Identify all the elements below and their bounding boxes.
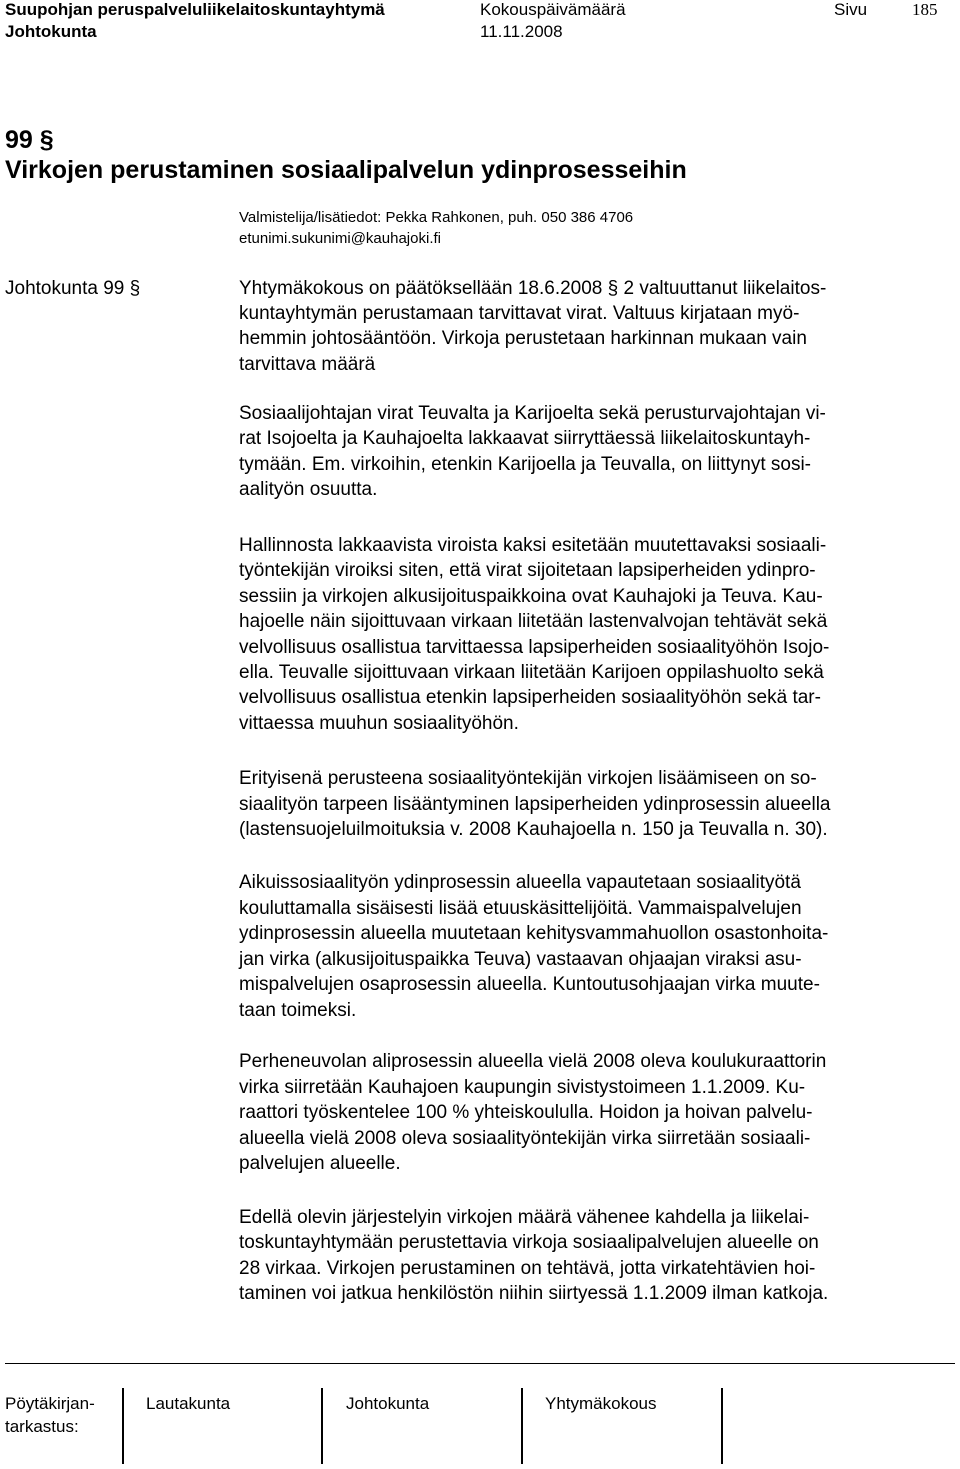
paragraph-line: palvelujen alueelle. — [239, 1153, 401, 1174]
paragraph-line: ydinprosessin alueella muutetaan kehitysvammahuollon osastonhoita- — [239, 923, 829, 944]
preparer-line1: Valmistelija/lisätiedot: Pekka Rahkonen, puh. 050 386 4706 — [239, 209, 634, 226]
footer-col-yhtymakokous: Yhtymäkokous — [545, 1394, 657, 1413]
paragraph-line: vittaessa muuhun sosiaalityöhön. — [239, 713, 519, 734]
paragraph-line: kuntayhtymän perustamaan tarvittavat virat. Valtuus kirjataan myö- — [239, 303, 800, 324]
paragraph-line: Aikuissosiaalityön ydinprosessin alueella vapautetaan sosiaalityötä — [239, 872, 801, 893]
paragraph-line: Edellä olevin järjestelyin virkojen määrä vähenee kahdella ja liikelai- — [239, 1207, 810, 1228]
paragraph-line: Sosiaalijohtajan virat Teuvalta ja Karijoelta sekä perusturvajohtajan vi- — [239, 403, 826, 424]
footer-divider — [5, 1363, 955, 1364]
paragraph-line: aalityön osuutta. — [239, 479, 378, 500]
paragraph-line: siaalityön tarpeen lisääntyminen lapsiperheiden ydinprosessin alueella — [239, 794, 831, 815]
paragraph-line: työntekijän viroiksi siten, että virat sijoitetaan lapsiperheiden ydinpro- — [239, 560, 816, 581]
paragraph-line: sessiin ja virkojen alkusijoituspaikkoina ovat Kauhajoki ja Teuva. Kau- — [239, 586, 823, 607]
header-date: 11.11.2008 — [480, 22, 563, 41]
paragraph-line: raattori työskentelee 100 % yhteiskoululla. Hoidon ja hoivan palvelu- — [239, 1102, 813, 1123]
paragraph-line: virka siirretään Kauhajoen kaupungin sivistystoimeen 1.1.2009. Ku- — [239, 1077, 806, 1098]
paragraph-line: Yhtymäkokous on päätöksellään 18.6.2008 § 2 valtuuttanut liikelaitos- — [239, 278, 827, 299]
footer-signature-line — [721, 1388, 723, 1464]
paragraph-line: rat Isojoelta ja Kauhajoelta lakkaavat siirryttäessä liikelaitoskuntayh- — [239, 428, 811, 449]
header-page-label: Sivu — [834, 0, 868, 19]
header-date-label: Kokouspäivämäärä — [480, 0, 626, 19]
preparer-line2: etunimi.sukunimi@kauhajoki.fi — [239, 230, 441, 247]
section-number: 99 § — [5, 126, 54, 154]
paragraph-line: velvollisuus osallistua tarvittaessa lapsiperheiden sosiaalityöhön Isojo- — [239, 637, 830, 658]
paragraph-line: mispalvelujen osaprosessin alueella. Kuntoutusohjaajan virka muute- — [239, 974, 820, 995]
footer-reviewer-line1: Pöytäkirjan- — [5, 1394, 95, 1413]
paragraph-line: tarvittava määrä — [239, 354, 376, 375]
footer-signature-line — [122, 1388, 124, 1464]
header-page-number: 185 — [912, 0, 938, 19]
paragraph-line: taan toimeksi. — [239, 1000, 357, 1021]
section-title: Virkojen perustaminen sosiaalipalvelun ydinprosesseihin — [5, 156, 687, 184]
reference-label: Johtokunta 99 § — [5, 278, 141, 299]
paragraph-line: hajoelle näin sijoittuvaan virkaan liitetään lastenvalvojan tehtävät sekä — [239, 611, 828, 632]
paragraph-line: jan virka (alkusijoituspaikka Teuva) vastaavan ohjaajan viraksi asu- — [239, 949, 802, 970]
paragraph-line: toskuntayhtymään perustettavia virkoja sosiaalipalvelujen alueelle on — [239, 1232, 819, 1253]
paragraph-line: tymään. Em. virkoihin, etenkin Karijoella ja Teuvalla, on liittynyt sosi- — [239, 454, 812, 475]
footer-col-lautakunta: Lautakunta — [146, 1394, 231, 1413]
paragraph-line: taminen voi jatkua henkilöstön niihin siirtyessä 1.1.2009 ilman katkoja. — [239, 1283, 829, 1304]
paragraph-line: Perheneuvolan aliprosessin alueella vielä 2008 oleva koulukuraattorin — [239, 1051, 827, 1072]
paragraph-line: 28 virkaa. Virkojen perustaminen on tehtävä, jotta virkatehtävien hoi- — [239, 1258, 816, 1279]
paragraph-line: hemmin johtosääntöön. Virkoja perustetaan harkinnan mukaan vain — [239, 328, 807, 349]
footer-signature-line — [321, 1388, 323, 1464]
header-organization: Suupohjan peruspalveluliikelaitoskuntayhtymä — [5, 0, 385, 19]
paragraph-line: Erityisenä perusteena sosiaalityöntekijän virkojen lisäämiseen on so- — [239, 768, 817, 789]
footer-reviewer-line2: tarkastus: — [5, 1417, 79, 1436]
paragraph-line: (lastensuojeluilmoituksia v. 2008 Kauhajoella n. 150 ja Teuvalla n. 30). — [239, 819, 828, 840]
header-body: Johtokunta — [5, 22, 97, 41]
paragraph-line: Hallinnosta lakkaavista viroista kaksi esitetään muutettavaksi sosiaali- — [239, 535, 827, 556]
footer-col-johtokunta: Johtokunta — [346, 1394, 430, 1413]
footer-signature-line — [521, 1388, 523, 1464]
paragraph-line: kouluttamalla sisäisesti lisää etuuskäsittelijöitä. Vammaispalvelujen — [239, 898, 802, 919]
paragraph-line: velvollisuus osallistua etenkin lapsiperheiden sosiaalityöhön sekä tar- — [239, 687, 821, 708]
paragraph-line: alueella vielä 2008 oleva sosiaalityöntekijän virka siirretään sosiaali- — [239, 1128, 811, 1149]
paragraph-line: ella. Teuvalle sijoittuvaan virkaan liitetään Karijoen oppilashuolto sekä — [239, 662, 824, 683]
